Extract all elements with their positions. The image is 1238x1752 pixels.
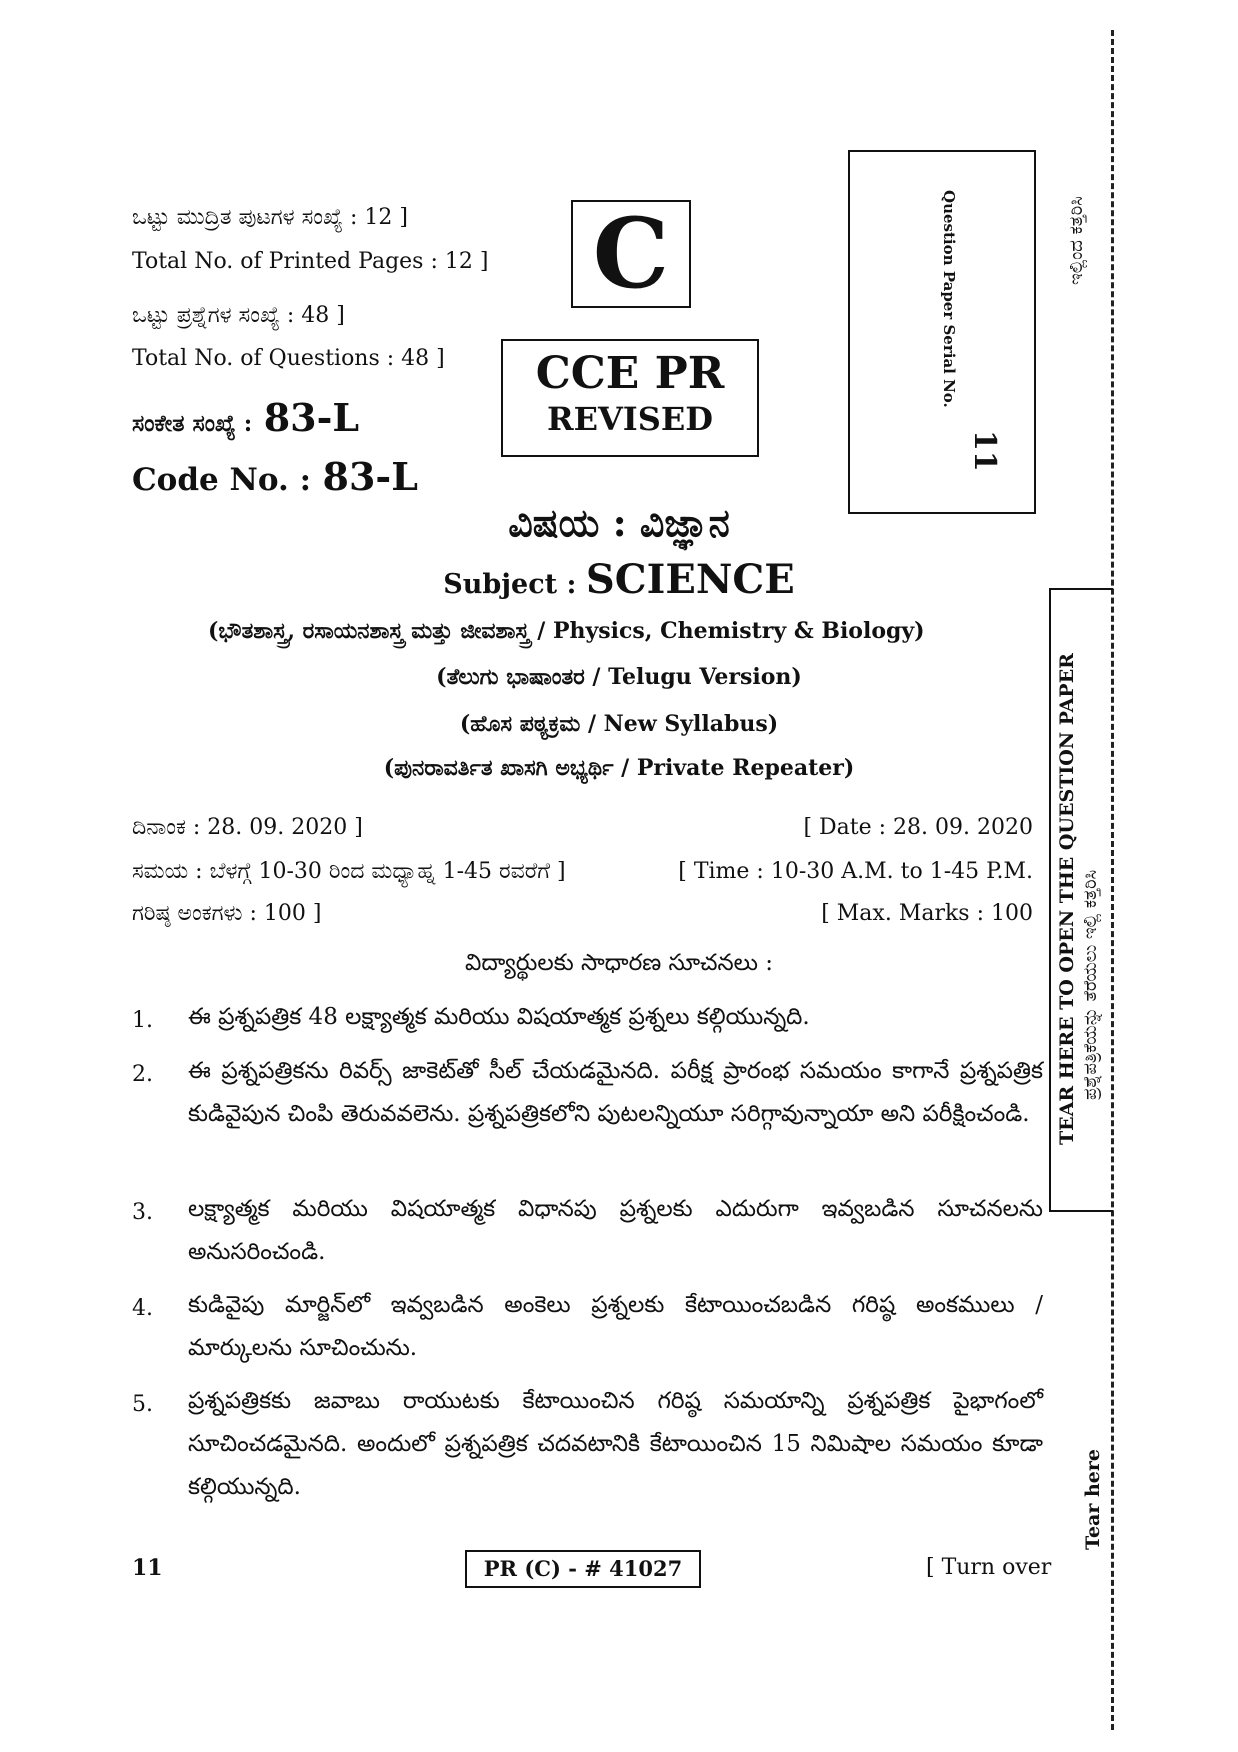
subject-value: SCIENCE [585,556,795,603]
syllabus: (ಹೊಸ ಪಠ್ಯಕ್ರಮ / New Syllabus) [459,711,779,737]
exam-type-main: CCE PR [535,348,725,399]
date-kannada: ದಿನಾಂಕ : 28. 09. 2020 ] [132,815,363,840]
language-version: (ತೆಲುಗು ಭಾಷಾಂತರ / Telugu Version) [436,664,802,690]
subject-label: Subject : [443,569,577,600]
time-english: [ Time : 10-30 A.M. to 1-45 P.M. [678,859,1033,884]
code-number-kannada [132,395,359,440]
marks-english: [ Max. Marks : 100 [821,901,1033,926]
marks-kannada: ಗರಿಷ್ಠ ಅಂಕಗಳು : 100 ] [132,901,322,926]
turn-over: [ Turn over [926,1555,1052,1580]
code-kn-value: 83-L [263,395,360,440]
candidate-type: (ಪುನರಾವರ್ತಿತ ಖಾಸಗಿ ಅಭ್ಯರ್ಥಿ / Private Repeater) [383,755,855,781]
version-letter-box: C [571,200,691,308]
paper-code: PR (C) - # 41027 [465,1550,701,1588]
code-en-value: 83-L [322,454,418,499]
exam-type-box [501,339,759,457]
questions-count-english: Total No. of Questions : 48 ] [132,346,445,371]
instruction-number: 5. [132,1392,153,1417]
code-number-english [132,454,418,499]
time-kannada: ಸಮಯ : ಬೆಳಗ್ಗೆ 10-30 ರಿಂದ ಮಧ್ಯಾಹ್ನ 1-45 ರವರೆಗೆ ] [132,859,566,884]
instruction-number: 3. [132,1200,153,1225]
instruction-text: లక్ష్యాత్మక మరియు విషయాత్మక విధానపు ప్రశ్నలకు ఎదురుగా ఇవ్వబడిన సూచనలను అనుసరించండి. [188,1196,1043,1265]
cut-here-kannada-top: ಇಲ್ಲಿಂದ ಕತ್ತರಿಸಿ [1066,196,1087,285]
tear-instruction-kannada: ಪ್ರಶ್ನೆಪತ್ರಿಕೆಯನ್ನು ತೆರೆಯಲು ಇಲ್ಲಿ ಕತ್ತರಿಸಿ [1080,869,1101,1100]
instruction-number: 4. [132,1296,153,1321]
printed-pages-english: Total No. of Printed Pages : 12 ] [132,249,489,274]
code-en-label: Code No. : [132,462,312,498]
serial-number: 11 [967,430,1002,472]
serial-label: Question Paper Serial No. [940,190,958,408]
subject-streams: (ಭೌತಶಾಸ್ತ್ರ, ರಸಾಯನಶಾಸ್ತ್ರ ಮತ್ತು ಜೀವಶಾಸ್ತ್ರ / Physics, Chemistry & Biology) [208,618,925,644]
tear-here-label: Tear here [1082,1449,1104,1550]
page-number: 11 [132,1555,163,1581]
exam-type-sub: REVISED [546,400,714,438]
tear-instruction-english: TEAR HERE TO OPEN THE QUESTION PAPER [1056,653,1078,1145]
date-english: [ Date : 28. 09. 2020 [803,815,1033,840]
instructions-title: విద్యార్థులకు సాధారణ సూచనలు : [464,950,774,976]
instruction-text: ప్రశ్నపత్రికకు జవాబు రాయుటకు కేటాయించిన గరిష్ఠ సమయాన్ని ప్రశ్నపత్రిక పైభాగంలో సూచించడమైనది. అందులో ప్రశ్నపత్రిక చదవటానికి కేటాయించిన 15 నిమిషాల సమయం కూడా కల్గియున్నది. [188,1388,1043,1500]
questions-count-kannada: ಒಟ್ಟು ಪ್ರಶ್ನೆಗಳ ಸಂಖ್ಯೆ : 48 ] [132,303,345,328]
code-kn-label: ಸಂಕೇತ ಸಂಖ್ಯೆ : [132,410,253,437]
instruction-text: కుడివైపు మార్జిన్‌లో ఇవ్వబడిన అంకెలు ప్రశ్నలకు కేటాయించబడిన గరిష్ఠ అంకములు / మార్కులను సూచించును. [188,1292,1043,1361]
instruction-number: 2. [132,1062,153,1087]
instruction-text: ఈ ప్రశ్నపత్రిక 48 లక్ష్యాత్మక మరియు విషయాత్మక ప్రశ్నలు కల్గియున్నది. [188,1004,810,1030]
printed-pages-kannada: ಒಟ್ಟು ಮುದ್ರಿತ ಪುಟಗಳ ಸಂಖ್ಯೆ : 12 ] [132,205,408,230]
instruction-number: 1. [132,1008,153,1033]
instruction-text: ఈ ప్రశ్నపత్రికను రివర్స్ జాకెట్‌తో సీల్ చేయడమైనది. పరీక్ష ప్రారంభ సమయం కాగానే ప్రశ్నపత్రిక కుడివైపున చింపి తెరువవలెను. ప్రశ్నపత్రికలోని పుటలన్నియూ సరిగ్గావున్నాయా అని పరీక్షించండి. [188,1058,1043,1127]
subject-kannada: ವಿಷಯ : ವಿಜ್ಞಾನ [508,500,730,545]
